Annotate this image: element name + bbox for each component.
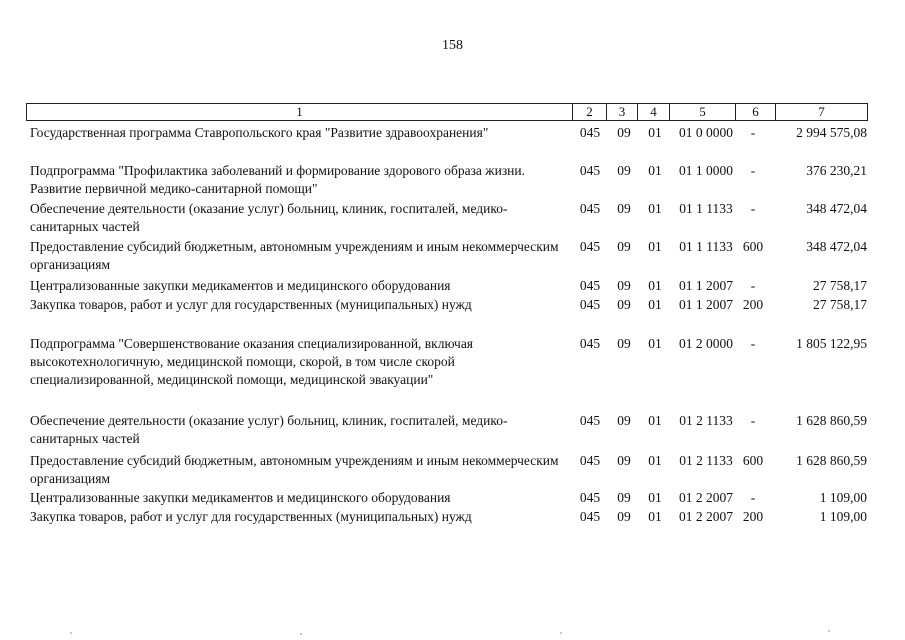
- header-col-3: 3: [607, 104, 638, 120]
- scan-speck: [300, 633, 302, 635]
- row-col-6: 200: [742, 297, 764, 312]
- row-col-2: 045: [579, 490, 601, 505]
- row-name: Предоставление субсидий бюджетным, автономным учреждениям и иным некоммерческим организациям: [30, 453, 559, 486]
- row-col-4: 01: [648, 163, 662, 178]
- row-col-5: 01 2 1133: [679, 413, 733, 428]
- row-col-6: 600: [742, 453, 764, 468]
- row-col-3: 09: [617, 125, 631, 140]
- row-col-4: 01: [648, 453, 662, 468]
- row-col-2: 045: [579, 201, 601, 216]
- row-col-5: 01 2 2007: [679, 509, 733, 524]
- row-col-6: -: [750, 125, 756, 140]
- row-col-4: 01: [648, 201, 662, 216]
- row-col-3: 09: [617, 509, 631, 524]
- row-col-4: 01: [648, 278, 662, 293]
- row-col-4: 01: [648, 297, 662, 312]
- row-col-6: -: [750, 163, 756, 178]
- row-col-3: 09: [617, 490, 631, 505]
- row-amount: 1 109,00: [819, 490, 867, 505]
- row-col-5: 01 2 0000: [679, 336, 733, 351]
- scan-speck: [70, 632, 72, 634]
- row-col-3: 09: [617, 201, 631, 216]
- row-col-2: 045: [579, 125, 601, 140]
- row-col-4: 01: [648, 336, 662, 351]
- row-col-3: 09: [617, 413, 631, 428]
- row-amount: 348 472,04: [806, 201, 867, 216]
- header-col-1: 1: [27, 104, 573, 120]
- row-col-6: -: [750, 278, 756, 293]
- row-col-5: 01 1 2007: [679, 297, 733, 312]
- row-amount: 27 758,17: [813, 278, 867, 293]
- row-col-5: 01 1 1133: [679, 239, 733, 254]
- scan-speck: [560, 632, 562, 634]
- row-name: Централизованные закупки медикаментов и медицинского оборудования: [30, 490, 451, 505]
- row-col-5: 01 2 2007: [679, 490, 733, 505]
- scan-speck: [828, 630, 830, 632]
- header-col-6: 6: [736, 104, 776, 120]
- row-name: Государственная программа Ставропольского края "Развитие здравоохранения": [30, 125, 489, 140]
- row-name: Обеспечение деятельности (оказание услуг) больниц, клиник, госпиталей, медико-санитарных частей: [30, 201, 508, 234]
- row-amount: 1 805 122,95: [796, 336, 867, 351]
- row-col-6: -: [750, 413, 756, 428]
- row-col-5: 01 0 0000: [679, 125, 733, 140]
- row-name: Подпрограмма "Совершенствование оказания специализированной, включая высокотехнологичную, медицинской помощи, скорой, в том числе скорой специализированной, медицинской помощи, медицинской эвакуации": [30, 336, 474, 387]
- row-name: Подпрограмма "Профилактика заболеваний и формирование здорового образа жизни. Развитие первичной медико-санитарной помощи": [30, 163, 526, 196]
- row-col-4: 01: [648, 490, 662, 505]
- row-col-3: 09: [617, 336, 631, 351]
- row-col-2: 045: [579, 453, 601, 468]
- row-name: Централизованные закупки медикаментов и медицинского оборудования: [30, 278, 451, 293]
- row-col-2: 045: [579, 336, 601, 351]
- row-col-3: 09: [617, 297, 631, 312]
- row-name: Закупка товаров, работ и услуг для государственных (муниципальных) нужд: [30, 509, 472, 524]
- row-name: Предоставление субсидий бюджетным, автономным учреждениям и иным некоммерческим организациям: [30, 239, 559, 272]
- row-col-6: -: [750, 490, 756, 505]
- row-col-4: 01: [648, 413, 662, 428]
- row-amount: 348 472,04: [806, 239, 867, 254]
- page-number: 158: [442, 38, 463, 53]
- row-amount: 1 628 860,59: [796, 453, 867, 468]
- row-col-3: 09: [617, 453, 631, 468]
- row-col-5: 01 2 1133: [679, 453, 733, 468]
- row-col-6: -: [750, 201, 756, 216]
- row-col-6: 600: [742, 239, 764, 254]
- row-col-2: 045: [579, 509, 601, 524]
- row-col-3: 09: [617, 278, 631, 293]
- row-col-5: 01 1 2007: [679, 278, 733, 293]
- row-amount: 2 994 575,08: [796, 125, 867, 140]
- row-col-2: 045: [579, 297, 601, 312]
- row-col-2: 045: [579, 163, 601, 178]
- row-amount: 376 230,21: [806, 163, 867, 178]
- row-col-5: 01 1 1133: [679, 201, 733, 216]
- row-col-3: 09: [617, 239, 631, 254]
- row-col-4: 01: [648, 509, 662, 524]
- header-col-7: 7: [818, 104, 825, 119]
- row-amount: 27 758,17: [813, 297, 867, 312]
- row-col-2: 045: [579, 239, 601, 254]
- row-col-6: -: [750, 336, 756, 351]
- row-amount: 1 628 860,59: [796, 413, 867, 428]
- row-name: Обеспечение деятельности (оказание услуг) больниц, клиник, госпиталей, медико-санитарных частей: [30, 413, 508, 446]
- header-col-5: 5: [670, 104, 736, 120]
- row-col-6: 200: [742, 509, 764, 524]
- row-col-4: 01: [648, 125, 662, 140]
- header-col-4: 4: [638, 104, 670, 120]
- row-col-2: 045: [579, 413, 601, 428]
- row-col-2: 045: [579, 278, 601, 293]
- header-col-2: 2: [573, 104, 607, 120]
- row-col-3: 09: [617, 163, 631, 178]
- row-name: Закупка товаров, работ и услуг для государственных (муниципальных) нужд: [30, 297, 472, 312]
- row-col-4: 01: [648, 239, 662, 254]
- row-col-5: 01 1 0000: [679, 163, 733, 178]
- row-amount: 1 109,00: [819, 509, 867, 524]
